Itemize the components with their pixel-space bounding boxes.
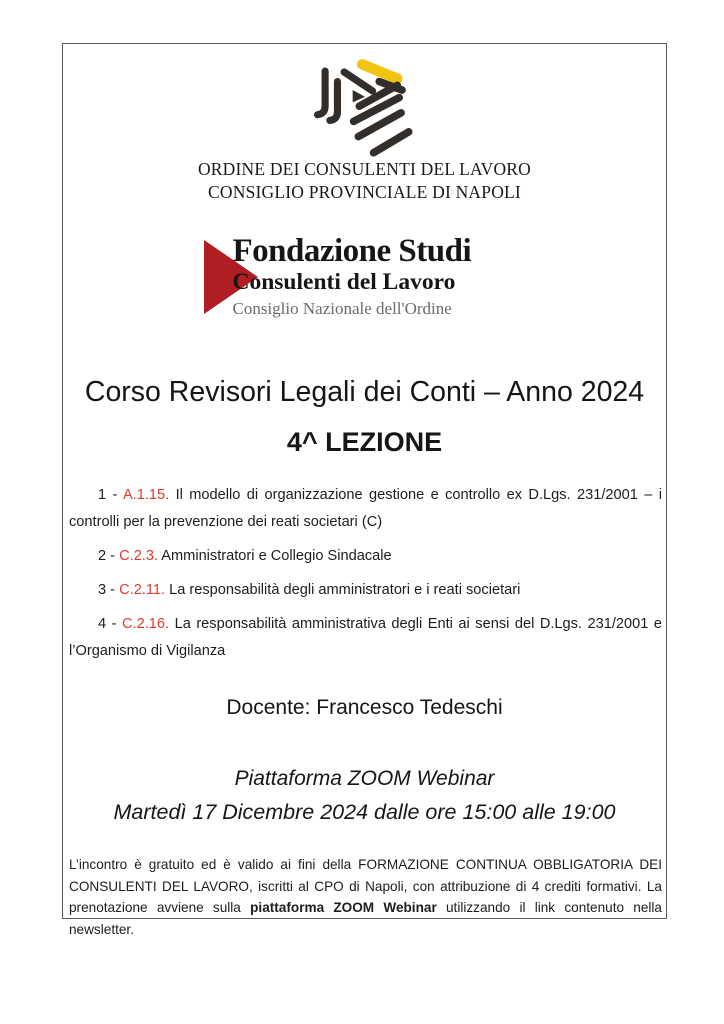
- footer-note: [69, 854, 662, 940]
- page-border-frame: [62, 43, 667, 937]
- agenda-item-code: C.2.3.: [119, 548, 159, 564]
- org-line-2: CONSIGLIO PROVINCIALE DI NAPOLI: [208, 182, 521, 202]
- fondazione-studi-logo: [204, 234, 526, 334]
- footer-text-after: utilizzando il link contenuto nella newsletter.: [69, 900, 662, 937]
- date-time-line: Martedì 17 Dicembre 2024 dalle ore 15:00 alle 19:00: [113, 800, 616, 824]
- fondazione-line-1: Fondazione Studi: [232, 233, 472, 269]
- agenda-item-1: [69, 482, 662, 536]
- cpo-napoli-logo-icon: [297, 53, 433, 167]
- agenda-item-number: 3 -: [98, 582, 116, 598]
- agenda-item-3: [69, 577, 662, 604]
- agenda-item-code: C.2.11.: [119, 582, 166, 598]
- fondazione-line-3: Consiglio Nazionale dell'Ordine: [232, 299, 452, 318]
- agenda-item-number: 1 -: [98, 487, 118, 503]
- fondazione-line-2: Consulenti del Lavoro: [232, 269, 456, 295]
- teacher-line: Docente: Francesco Tedeschi: [226, 696, 503, 719]
- fondazione-text-stack: [233, 234, 526, 321]
- agenda-item-text: Amministratori e Collegio Sindacale: [161, 548, 392, 564]
- org-line-1: ORDINE DEI CONSULENTI DEL LAVORO: [197, 159, 532, 179]
- lesson-title: 4^ LEZIONE: [286, 427, 443, 457]
- agenda-item-number: 4 -: [98, 616, 117, 632]
- footer-bold-platform: piattaforma ZOOM Webinar: [250, 900, 437, 915]
- agenda-item-2: [69, 543, 662, 570]
- agenda-list: [69, 482, 662, 672]
- agenda-item-number: 2 -: [98, 548, 116, 564]
- agenda-item-text: La responsabilità degli amministratori e i reati societari: [169, 582, 521, 598]
- agenda-item-text: Il modello di organizzazione gestione e controllo ex D.Lgs. 231/2001 – i controlli per la prevenzione dei reati societari (C): [69, 487, 662, 530]
- organization-header: [63, 158, 666, 204]
- agenda-item-code: C.2.16.: [122, 616, 170, 632]
- agenda-item-4: [69, 611, 662, 665]
- platform-line: Piattaforma ZOOM Webinar: [234, 767, 495, 790]
- agenda-item-code: A.1.15.: [122, 487, 170, 503]
- footer-text-before: L’incontro è gratuito ed è valido ai fini della FORMAZIONE CONTINUA OBBLIGATORIA DEI CONSULENTI DEL LAVORO, iscritti al CPO di Napoli, con attribuzione di 4 crediti formativi. La prenotazione avviene sulla: [69, 857, 662, 915]
- course-title: Corso Revisori Legali dei Conti – Anno 2024: [84, 376, 645, 408]
- agenda-item-text: La responsabilità amministrativa degli Enti ai sensi del D.Lgs. 231/2001 e l’Organismo di Vigilanza: [69, 616, 663, 659]
